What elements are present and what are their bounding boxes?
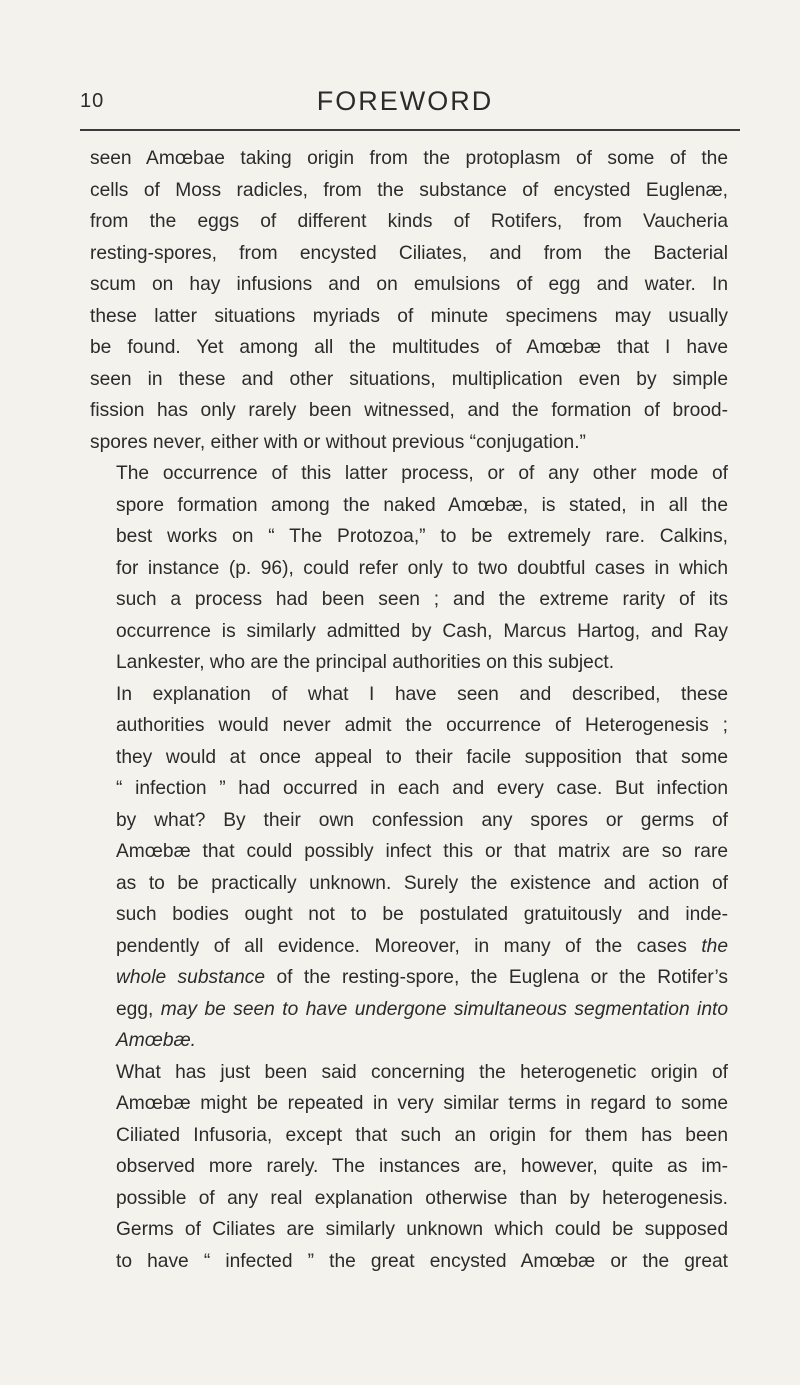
paragraph-1: [90, 143, 728, 458]
text-line: Ciliated Infusoria, except that such an origin for them has been: [116, 1124, 728, 1146]
text-line: from the eggs of different kinds of Rotifers, from Vaucheria: [90, 211, 728, 232]
text-line: Amœbæ that could possibly infect this or that matrix are so rare: [116, 841, 728, 862]
text-line: scum on hay infusions and on emulsions of egg and water. In: [90, 274, 728, 295]
text-line: possible of any real explanation otherwise than by heterogenesis.: [116, 1187, 728, 1209]
text-line: What has just been said concerning the heterogenetic origin of: [116, 1061, 728, 1083]
text-line: [90, 1025, 728, 1057]
text-line: whole substance of the resting-spore, the Euglena or the Rotifer’s: [116, 967, 728, 988]
header-rule: [80, 129, 740, 131]
text-line: seen in these and other situations, multiplication even by simple: [90, 368, 728, 390]
italic-text: may be seen to have undergone simultaneous segmentation into: [160, 998, 728, 1020]
paragraph-3: [90, 679, 728, 1057]
paragraph-2: [90, 458, 728, 679]
text-line: spore formation among the naked Amœbæ, is stated, in all the: [116, 494, 728, 516]
text-line: Germs of Ciliates are similarly unknown which could be supposed: [116, 1219, 728, 1240]
text-line: The occurrence of this latter process, or of any other mode of: [116, 463, 728, 484]
text-line: “ infection ” had occurred in each and every case. But infection: [116, 778, 728, 799]
text-line: by what? By their own confession any spores or germs of: [116, 809, 728, 831]
text-line: pendently of all evidence. Moreover, in many of the cases the: [116, 935, 728, 957]
italic-text: Amœbæ.: [116, 1030, 196, 1051]
paragraph-4: [90, 1057, 728, 1278]
text-line: Amœbæ might be repeated in very similar terms in regard to some: [116, 1093, 728, 1114]
text-line: observed more rarely. The instances are, however, quite as im-: [116, 1156, 728, 1177]
text-line: as to be practically unknown. Surely the existence and action of: [116, 872, 728, 894]
page-number: 10: [80, 90, 105, 112]
text-line: cells of Moss radicles, from the substance of encysted Euglenæ,: [90, 179, 728, 201]
text-line: occurrence is similarly admitted by Cash, Marcus Hartog, and Ray: [116, 620, 728, 642]
text-line: seen Amœbae taking origin from the protoplasm of some of the: [90, 148, 728, 169]
text-line: In explanation of what I have seen and described, these: [116, 683, 728, 705]
text-line: authorities would never admit the occurrence of Heterogenesis ;: [116, 715, 728, 736]
body-text: [90, 143, 728, 1277]
text-line: to have “ infected ” the great encysted Amœbæ or the great: [116, 1250, 728, 1272]
text-line: these latter situations myriads of minute specimens may usually: [90, 305, 728, 327]
text-line: be found. Yet among all the multitudes of Amœbæ that I have: [90, 337, 728, 358]
text-line: fission has only rarely been witnessed, and the formation of brood-: [90, 400, 728, 421]
text-line: they would at once appeal to their facile supposition that some: [116, 746, 728, 768]
italic-text: the: [701, 935, 728, 957]
text-line: egg, may be seen to have undergone simultaneous segmentation into: [116, 998, 728, 1020]
text-line: such a process had been seen ; and the extreme rarity of its: [116, 589, 728, 610]
text-line: Lankester, who are the principal authorities on this subject.: [116, 652, 615, 673]
text-line: best works on “ The Protozoa,” to be extremely rare. Calkins,: [116, 526, 728, 547]
running-head-title: FOREWORD: [316, 86, 494, 116]
text-line: such bodies ought not to be postulated gratuitously and inde-: [116, 904, 728, 925]
text-line: resting-spores, from encysted Ciliates, and from the Bacterial: [90, 242, 728, 264]
text-line: spores never, either with or without previous “conjugation.”: [90, 431, 586, 453]
page-header: [80, 86, 730, 122]
text-line: for instance (p. 96), could refer only to two doubtful cases in which: [116, 557, 728, 579]
italic-text: whole substance: [116, 967, 266, 988]
